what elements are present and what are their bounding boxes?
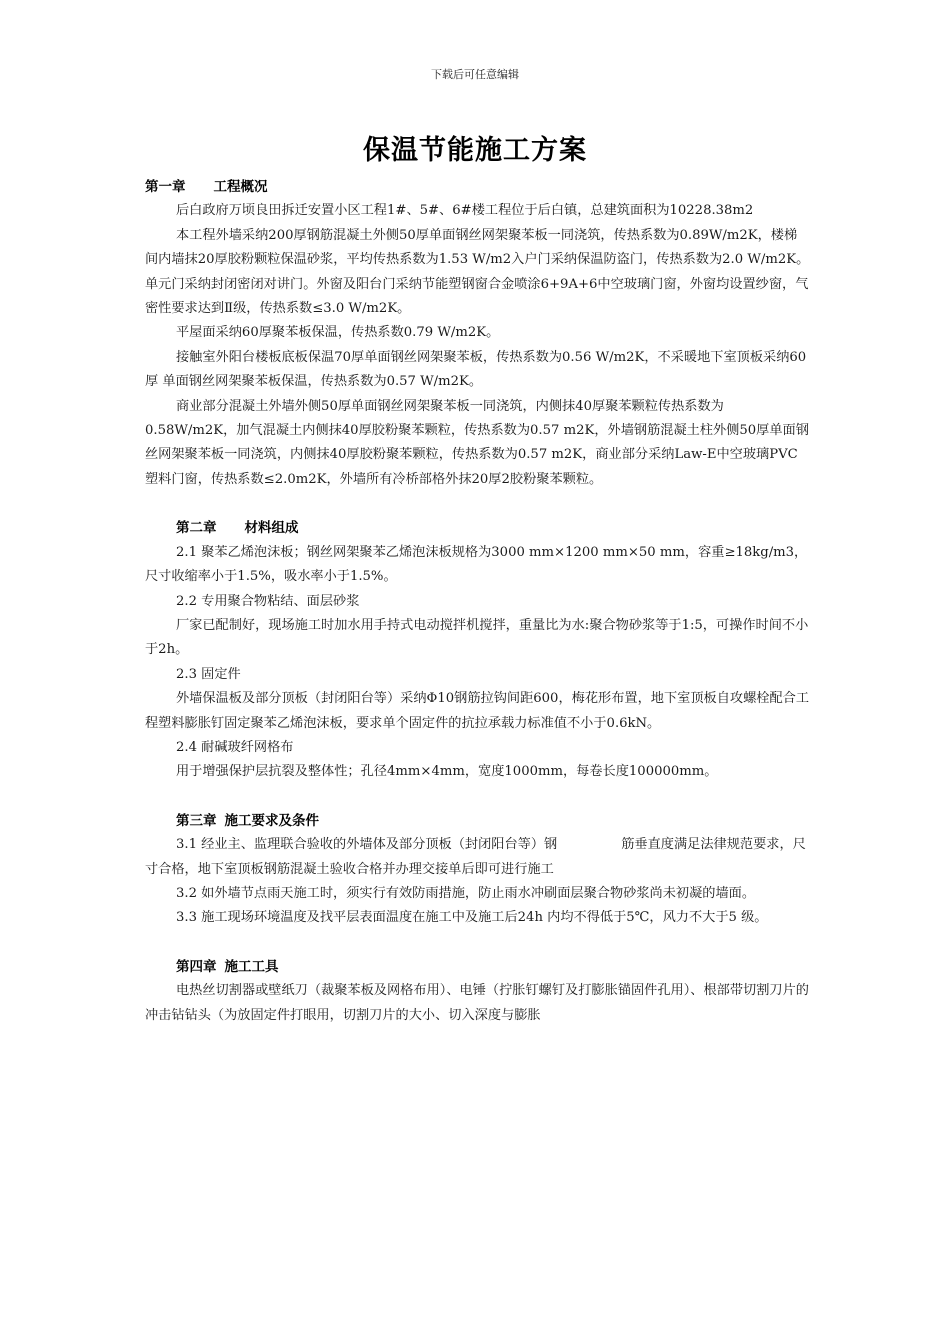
- paragraph: 用于增强保护层抗裂及整体性；孔径4mm×4mm，宽度1000mm，每卷长度100000mm。: [176, 764, 718, 780]
- paragraph-part: 3.1 经业主、监理联合验收的外墙体及部分顶板（封闭阳台等）钢: [176, 837, 558, 853]
- paragraph: 后白政府万顷良田拆迁安置小区工程1#、5#、6#楼工程位于后白镇，总建筑面积为10228.38m2: [176, 203, 754, 219]
- chapter-number: 第二章: [176, 520, 217, 537]
- chapter-number: 第四章: [176, 958, 217, 975]
- chapter-number: 第三章: [176, 812, 217, 829]
- chapter-title: 材料组成: [244, 520, 299, 537]
- paragraph: 接触室外阳台楼板底板保温70厚单面钢丝网架聚苯板，传热系数为0.56 W/m2K，不采暖地下室顶板采纳60厚 单面钢丝网架聚苯板保温，传热系数为0.57 W/m2K。: [145, 349, 807, 390]
- paragraph-part: 筋垂直度满足法律规范要求，尺寸合格，地下室顶板钢筋混凝土验收合格并办理交接单后即可进行施工: [145, 837, 806, 877]
- paragraph: 3.2 如外墙节点雨天施工时，须实行有效防雨措施，防止雨水冲刷面层聚合物砂浆尚未初凝的墙面。: [176, 885, 756, 901]
- page-title: 保温节能施工方案: [363, 135, 587, 166]
- chapter-number: 第一章: [145, 179, 186, 195]
- paragraph: 厂家已配制好，现场施工时加水用手持式电动搅拌机搅拌，重量比为水:聚合物砂浆等于1:5，可操作时间不小于2h。: [145, 617, 809, 658]
- chapter-title: 工程概况: [213, 179, 268, 195]
- paragraph: 2.2 专用聚合物粘结、面层砂浆: [176, 593, 360, 609]
- chapter-title: 施工要求及条件: [224, 812, 319, 829]
- document-body: [145, 175, 810, 1028]
- paragraph: 外墙保温板及部分顶板（封闭阳台等）采纳Φ10钢筋拉钩间距600，梅花形布置，地下室顶板自攻螺栓配合工程塑料膨胀钉固定聚苯乙烯泡沫板，要求单个固定件的抗拉承载力标准值不小于0.6kN。: [145, 691, 810, 731]
- header-note: 下载后可任意编辑: [431, 68, 519, 81]
- chapter-heading-2: [145, 516, 810, 540]
- spacer: [145, 492, 810, 516]
- paragraph: 电热丝切割器或壁纸刀（裁聚苯板及网格布用）、电锤（拧胀钉螺钉及打膨胀锚固件孔用）、根部带切割刀片的冲击钻钻头（为放固定件打眼用，切割刀片的大小、切入深度与膨胀: [145, 983, 809, 1023]
- paragraph: 3.3 施工现场环境温度及找平层表面温度在施工中及施工后24h 内均不得低于5℃，风力不大于5 级。: [176, 910, 768, 926]
- chapter-heading-1: [145, 175, 810, 199]
- paragraph: 本工程外墙采纳200厚钢筋混凝土外侧50厚单面钢丝网架聚苯板一同浇筑，传热系数为0.89W/m2K，楼梯间内墙抹20厚胶粉颗粒保温砂浆，平均传热系数为1.53 W/m2入户门采纳保温防盗门，传热系数为2.0 W/m2K。单元门采纳封闭密闭对讲门。外窗及阳台门采纳节能塑钢窗合金喷涂6+9A+6中空玻璃门窗，外窗均设置纱窗，气密性要求达到Ⅱ级，传热系数≤3.0 W/m2K。: [145, 227, 810, 317]
- paragraph: 2.3 固定件: [176, 666, 241, 682]
- paragraph: 平屋面采纳60厚聚苯板保温，传热系数0.79 W/m2K。: [176, 325, 500, 341]
- paragraph: 商业部分混凝土外墙外侧50厚单面钢丝网架聚苯板一同浇筑，内侧抹40厚聚苯颗粒传热系数为0.58W/m2K，加气混凝土内侧抹40厚胶粉聚苯颗粒，传热系数为0.57 m2K，外墙钢筋混凝土柱外侧50厚单面钢丝网架聚苯板一同浇筑，内侧抹40厚胶粉聚苯颗粒，传热系数为0.57 m2K，商业部分采纳Law-E中空玻璃PVC塑料门窗，传热系数≤2.0m2K，外墙所有冷桥部格外抹20厚2胶粉聚苯颗粒。: [145, 398, 809, 487]
- chapter-title: 施工工具: [224, 958, 279, 975]
- paragraph: 2.1 聚苯乙烯泡沫板；钢丝网架聚苯乙烯泡沫板规格为3000 mm×1200 mm×50 mm，容重≥18kg/m3，尺寸收缩率小于1.5%，吸水率小于1.5%。: [145, 544, 808, 585]
- paragraph: 2.4 耐碱玻纤网格布: [176, 739, 294, 755]
- paragraph: [145, 833, 810, 882]
- chapter-heading-4: [145, 955, 810, 979]
- spacer: [145, 785, 810, 809]
- spacer: [145, 931, 810, 955]
- chapter-heading-3: [145, 809, 810, 833]
